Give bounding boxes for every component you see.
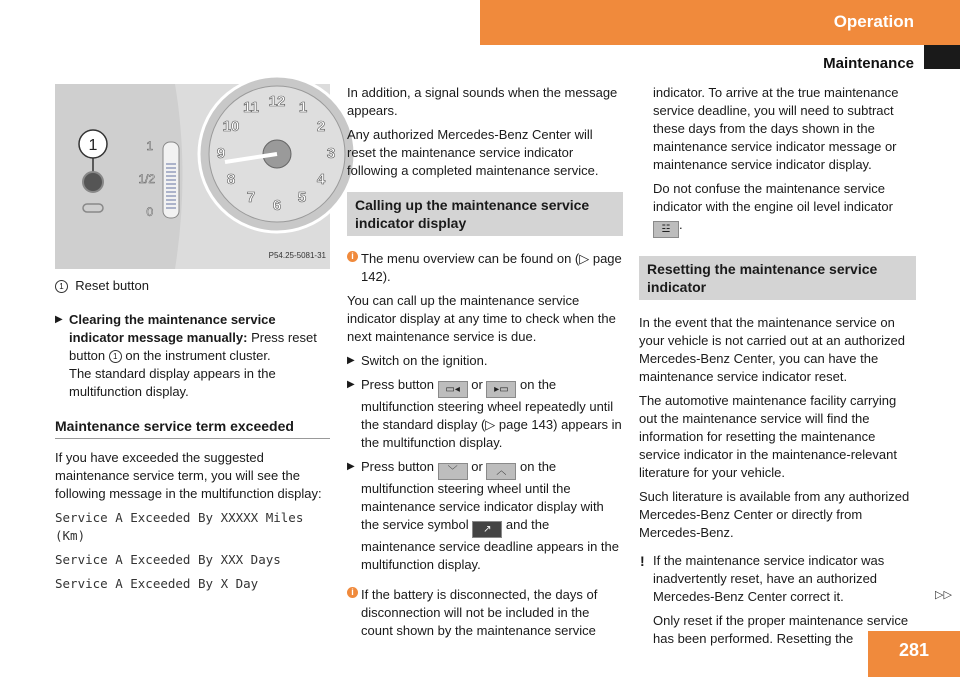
service-symbol-icon: ↗ — [472, 521, 502, 538]
column-2 — [347, 84, 623, 646]
scroll-up-button-icon: ︿ — [486, 463, 516, 480]
step-text: Press reset button — [69, 330, 317, 363]
step-text: and the maintenance service deadline appears in the multifunction display. — [361, 517, 620, 572]
figure-caption — [55, 277, 330, 295]
dial-number: 8 — [226, 171, 236, 188]
paragraph: In the event that the maintenance service on your vehicle is not carried out at an authorized Mercedes-Benz Center, you can have the maintenance service indicator reset. — [639, 315, 905, 384]
step-text: Switch on the ignition. — [361, 353, 488, 368]
dial-number: 9 — [216, 145, 226, 162]
paragraph: Only reset if the proper maintenance service has been performed. Resetting the — [653, 613, 909, 646]
figure-id: P54.25-5081-31 — [268, 251, 326, 260]
step-press-scroll-buttons — [347, 458, 623, 574]
display-button-right-icon: ▸▭ — [486, 381, 516, 398]
paragraph: indicator. To arrive at the true maintenance service deadline, you will need to subtract these days from the days shown in the maintenance service indicator message or maintenance service indicator display. — [653, 85, 899, 172]
dial-number: 6 — [272, 197, 282, 214]
dial-number: 7 — [246, 189, 256, 206]
step-text: or — [467, 377, 487, 392]
callout-1-icon: 1 — [109, 350, 122, 363]
step-text: on the multifunction steering wheel until the maintenance service indicator display with the service symbol — [361, 459, 604, 532]
oil-level-icon: ☳ — [653, 221, 679, 238]
dial-number: 11 — [243, 99, 259, 116]
step-text: or — [467, 459, 487, 474]
warning-icon: ! — [640, 553, 645, 569]
note-text: If the battery is disconnected, the days of disconnection will not be included in the count shown by the maintenance service — [361, 587, 598, 638]
step-arrow-icon: ▶ — [347, 379, 355, 390]
info-note — [347, 250, 623, 286]
display-message: Service A Exceeded By X Day — [55, 576, 259, 591]
column-3 — [639, 84, 916, 654]
step-clear-manually — [55, 311, 330, 401]
paragraph: The automotive maintenance facility carrying out the maintenance service will find the information for resetting the maintenance service indicator in the maintenance-relevant literature for your vehicle. — [639, 393, 897, 480]
info-icon: i — [347, 251, 358, 262]
header-marker — [924, 45, 960, 69]
dial-number: 2 — [316, 118, 326, 135]
paragraph — [639, 180, 916, 238]
section-heading: Resetting the maintenance service indicator — [639, 256, 916, 300]
step-arrow-icon: ▶ — [347, 355, 355, 366]
display-message: Service A Exceeded By XXXXX Miles (Km) — [55, 510, 304, 543]
step-arrow-icon: ▶ — [55, 314, 63, 325]
dial-number: 5 — [297, 189, 307, 206]
warning-note — [639, 552, 916, 606]
paragraph: Such literature is available from any authorized Mercedes-Benz Center or directly from Mercedes-Benz. — [639, 489, 910, 540]
paragraph: In addition, a signal sounds when the message appears. — [347, 85, 618, 118]
section-heading: Maintenance service term exceeded — [55, 417, 330, 439]
continue-icon: ▷▷ — [935, 589, 952, 601]
paragraph-text: Do not confuse the maintenance service indicator with the engine oil level indicator — [653, 181, 893, 214]
column-1 — [55, 84, 336, 599]
subsection-title: Maintenance — [823, 55, 914, 72]
paragraph: If you have exceeded the suggested maintenance service term, you will see the following message in the multifunction display: — [55, 450, 322, 501]
display-message: Service A Exceeded By XXX Days — [55, 552, 281, 567]
scroll-down-button-icon: ﹀ — [438, 463, 468, 480]
paragraph: Any authorized Mercedes-Benz Center will reset the maintenance service indicator following a completed maintenance service. — [347, 127, 599, 178]
dial-number: 1 — [298, 99, 308, 116]
info-note — [347, 586, 623, 640]
display-button-left-icon: ▭◂ — [438, 381, 468, 398]
step-text: Press button — [361, 377, 438, 392]
note-text: If the maintenance service indicator was inadvertently reset, have an authorized Mercedes-Benz Center correct it. — [653, 553, 885, 604]
page-number: 281 — [868, 631, 960, 677]
step-ignition — [347, 352, 623, 370]
figure-callout-label: 1 — [88, 137, 98, 154]
dial-number: 4 — [316, 171, 326, 188]
step-title: Clearing the maintenance service indicator message manually: — [69, 312, 276, 345]
step-text: on the instrument cluster. — [121, 348, 271, 363]
step-text: Press button — [361, 459, 438, 474]
instrument-cluster-figure — [55, 84, 336, 269]
gauge-label: 1/2 — [138, 172, 155, 186]
step-text: on the multifunction steering wheel repeatedly until the standard display (▷ page 143) appears in the multifunction display. — [361, 377, 622, 450]
paragraph-end: . — [679, 217, 683, 232]
callout-1-icon: 1 — [55, 280, 68, 293]
gauge-label: 0 — [146, 205, 153, 219]
section-tab — [480, 0, 960, 45]
note-text: The menu overview can be found on (▷ page 142). — [361, 251, 622, 284]
caption-text: Reset button — [75, 278, 149, 293]
section-heading: Calling up the maintenance service indicator display — [347, 192, 623, 236]
step-arrow-icon: ▶ — [347, 461, 355, 472]
info-icon: i — [347, 587, 358, 598]
dial-number: 12 — [268, 93, 286, 110]
step-text: The standard display appears in the multifunction display. — [69, 366, 276, 399]
section-title: Operation — [833, 12, 914, 31]
paragraph: You can call up the maintenance service indicator display at any time to check when the next maintenance service is due. — [347, 293, 616, 344]
step-press-display-buttons — [347, 376, 623, 452]
dial-number: 10 — [222, 118, 240, 135]
gauge-label: 1 — [146, 139, 153, 153]
instrument-cluster-drawing — [55, 84, 336, 269]
dial-number: 3 — [326, 145, 336, 162]
